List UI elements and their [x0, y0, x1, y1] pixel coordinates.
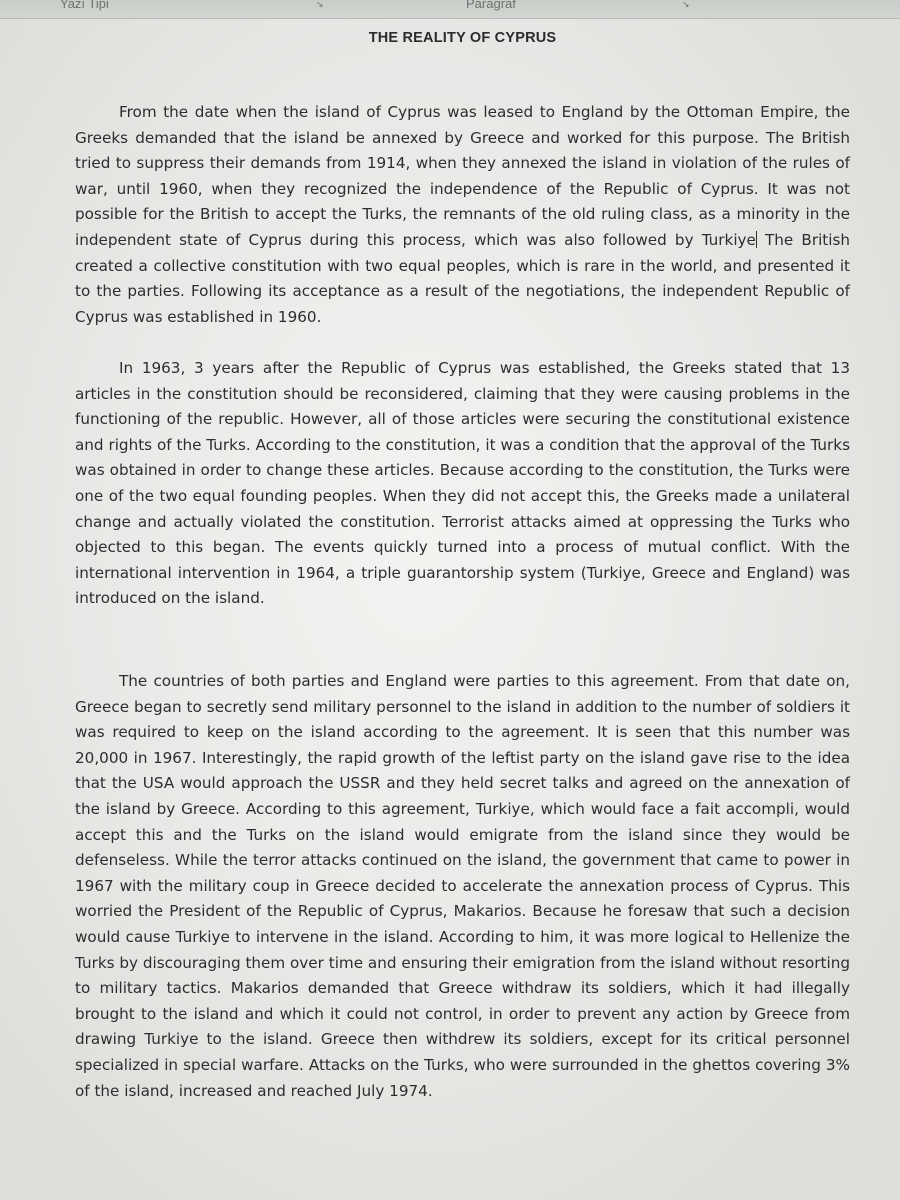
font-group-label: Yazı Tipi: [60, 0, 109, 11]
document-page[interactable]: [0, 19, 900, 1200]
body-paragraph-2[interactable]: In 1963, 3 years after the Republic of Cyprus was established, the Greeks stated that 13 articles in the constitution should be reconsidered, claiming that they were causing problems in the functioning of the republic. However, all of those articles were securing the constitutional existence and rights of the Turks. According to the constitution, it was a condition that the approval of the Turks was obtained in order to change these articles. Because according to the constitution, the Turks were one of the two equal founding peoples. When they did not accept this, the Greeks made a unilateral change and actually violated the constitution. Terrorist attacks aimed at oppressing the Turks who objected to this began. The events quickly turned into a process of mutual conflict. With the international intervention in 1964, a triple guarantorship system (Turkiye, Greece and England) was introduced on the island.: [75, 359, 850, 608]
font-dialog-launcher-icon[interactable]: ↘: [316, 0, 324, 10]
document-title: THE REALITY OF CYPRUS: [368, 30, 557, 46]
ribbon-group-label-bar: [0, 0, 900, 19]
paragraph-group-label: Paragraf: [466, 0, 516, 11]
body-paragraph-3[interactable]: The countries of both parties and England were parties to this agreement. From that date on, Greece began to secretly send military personnel to the island in addition to the number of soldiers it was required to keep on the island according to the agreement. It is seen that this number was 20,000 in 1967. Interestingly, the rapid growth of the leftist party on the island gave rise to the idea that the USA would approach the USSR and they held secret talks and agreed on the annexation of the island by Greece. According to this agreement, Turkiye, which would face a fait accompli, would accept this and the Turks on the island would emigrate from the island since they would be defenseless. While the terror attacks continued on the island, the government that came to power in 1967 with the military coup in Greece decided to accelerate the annexation process of Cyprus. This worried the President of the Republic of Cyprus, Makarios. Because he foresaw that such a decision would cause Turkiye to intervene in the island. According to him, it was more logical to Hellenize the Turks by discouraging them over time and ensuring their emigration from the island without resorting to military tactics. Makarios demanded that Greece withdraw its soldiers, which it had illegally brought to the island and which it could not control, in order to prevent any action by Greece from drawing Turkiye to the island. Greece then withdrew its soldiers, except for its critical personnel specialized in special warfare. Attacks on the Turks, who were surrounded in the ghettos covering 3% of the island, increased and reached July 1974.: [75, 672, 850, 1100]
paragraph-1-text-after-cursor: The British created a collective constitution with two equal peoples, which is rare in the world, and presented it to the parties. Following its acceptance as a result of the negotiations, the independent Republic of Cyprus was established in 1960.: [75, 230, 851, 326]
paragraph-dialog-launcher-icon[interactable]: ↘: [682, 0, 690, 10]
paragraph-1-text-before-cursor: From the date when the island of Cyprus was leased to England by the Ottoman Empire, the Greeks demanded that the island be annexed by Greece and worked for this purpose. The British tried to suppress their demands from 1914, when they annexed the island in violation of the rules of war, until 1960, when they recognized the independence of the Republic of Cyprus. It was not possible for the British to accept the Turks, the remnants of the old ruling class, as a minority in the independent state of Cyprus during this process, which was also followed by Turkiye: [75, 103, 850, 249]
body-paragraph-1[interactable]: [75, 100, 850, 330]
